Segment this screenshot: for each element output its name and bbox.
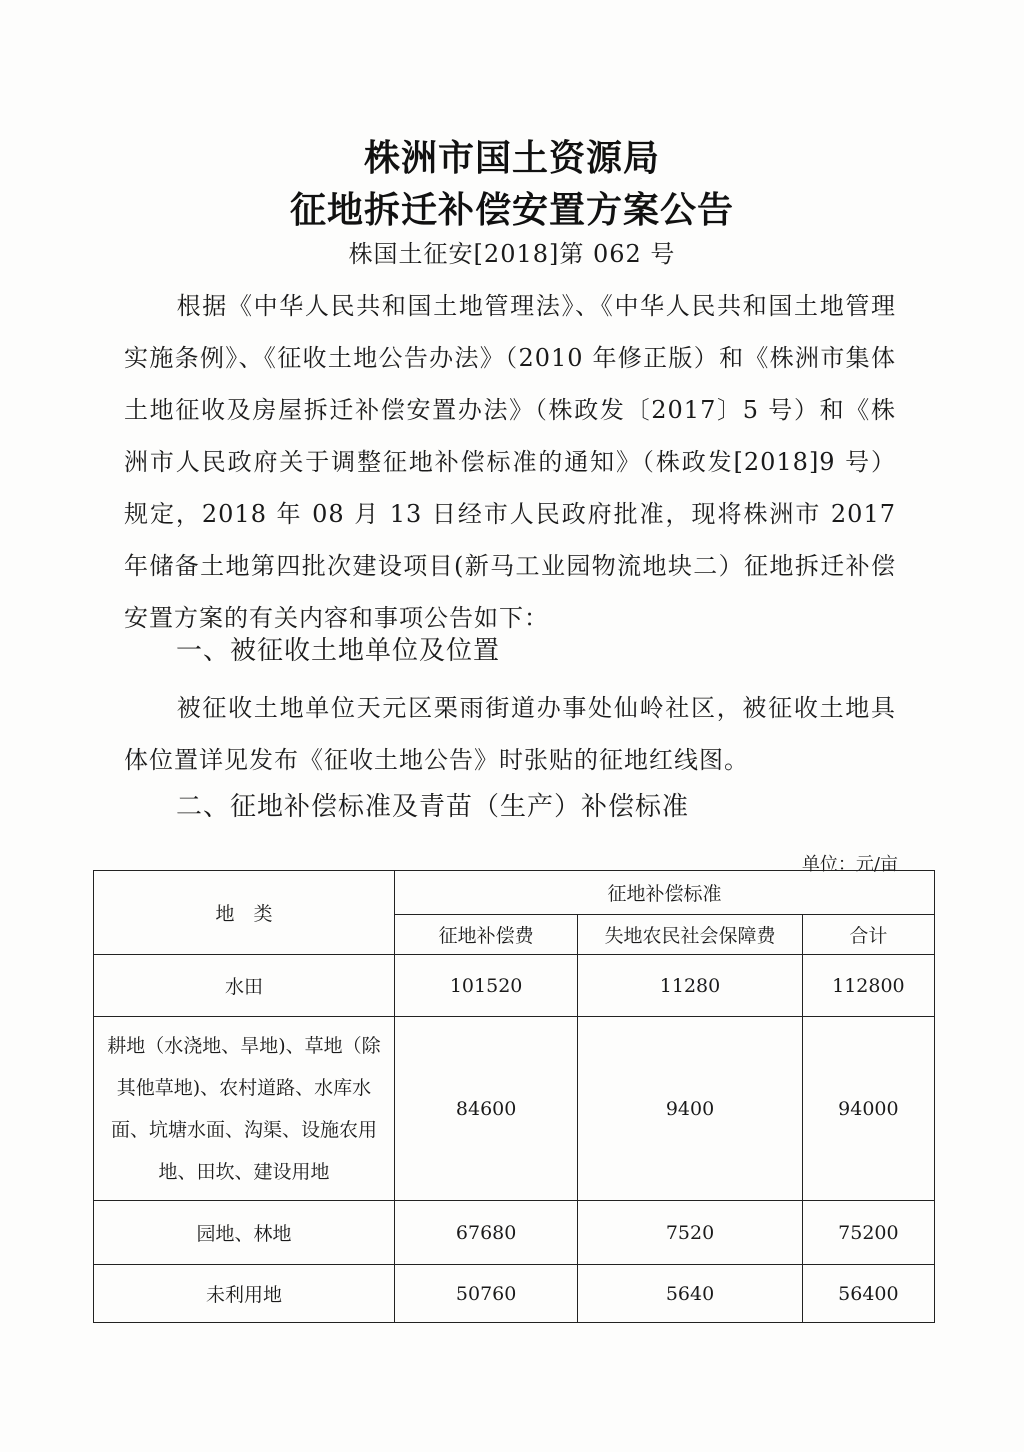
cell-fee: 50760 — [394, 1265, 577, 1323]
header-land-type: 地 类 — [94, 871, 395, 955]
title-line-1: 株洲市国土资源局 — [363, 138, 660, 179]
cell-total: 94000 — [802, 1017, 934, 1201]
cell-land-type: 园地、林地 — [94, 1201, 395, 1265]
cell-total: 56400 — [802, 1265, 934, 1323]
header-social-security: 失地农民社会保障费 — [578, 915, 802, 955]
section-1-paragraph — [124, 682, 896, 786]
cell-land-type: 耕地（水浇地、旱地)、草地（除其他草地)、农村道路、水库水面、坑塘水面、沟渠、设施农用地、田坎、建设用地 — [94, 1017, 395, 1201]
cell-land-type: 水田 — [94, 955, 395, 1017]
cell-fee: 101520 — [394, 955, 577, 1017]
cell-fee: 67680 — [394, 1201, 577, 1265]
section-1-heading: 一、被征收土地单位及位置 — [176, 636, 501, 666]
intro-paragraph — [124, 280, 896, 644]
header-compensation-standard: 征地补偿标准 — [394, 871, 934, 915]
section-2-heading: 二、征地补偿标准及青苗（生产）补偿标准 — [176, 792, 690, 822]
table-row — [94, 1017, 935, 1201]
table-row — [94, 955, 935, 1017]
header-total: 合计 — [802, 915, 934, 955]
section-1-paragraph-text: 被征收土地单位天元区栗雨街道办事处仙岭社区，被征收土地具体位置详见发布《征收土地公告》时张贴的征地红线图。 — [124, 694, 896, 774]
compensation-table — [93, 870, 935, 1323]
cell-total: 75200 — [802, 1201, 934, 1265]
intro-paragraph-text: 根据《中华人民共和国土地管理法》、《中华人民共和国土地管理实施条例》、《征收土地公告办法》（2010 年修正版）和《株洲市集体土地征收及房屋拆迁补偿安置办法》（株政发〔2017〕5 号）和《株洲市人民政府关于调整征地补偿标准的通知》（株政发[2018]9 号）规定，2018 年 08 月 13 日经市人民政府批准，现将株洲市 2017 年储备土地第四批次建设项目(新马工业园物流地块二）征地拆迁补偿安置方案的有关内容和事项公告如下： — [124, 292, 896, 632]
document-number: 株国土征安[2018]第 062 号 — [348, 240, 676, 268]
cell-total: 112800 — [802, 955, 934, 1017]
cell-security: 9400 — [578, 1017, 802, 1201]
cell-fee: 84600 — [394, 1017, 577, 1201]
table-row — [94, 1265, 935, 1323]
cell-security: 5640 — [578, 1265, 802, 1323]
unit-label: 单位：元/亩 — [801, 854, 898, 875]
cell-security: 11280 — [578, 955, 802, 1017]
cell-security: 7520 — [578, 1201, 802, 1265]
title-line-2: 征地拆迁补偿安置方案公告 — [289, 190, 734, 231]
header-fee: 征地补偿费 — [394, 915, 577, 955]
table-header-row — [94, 871, 935, 915]
table-row — [94, 1201, 935, 1265]
cell-land-type: 未利用地 — [94, 1265, 395, 1323]
